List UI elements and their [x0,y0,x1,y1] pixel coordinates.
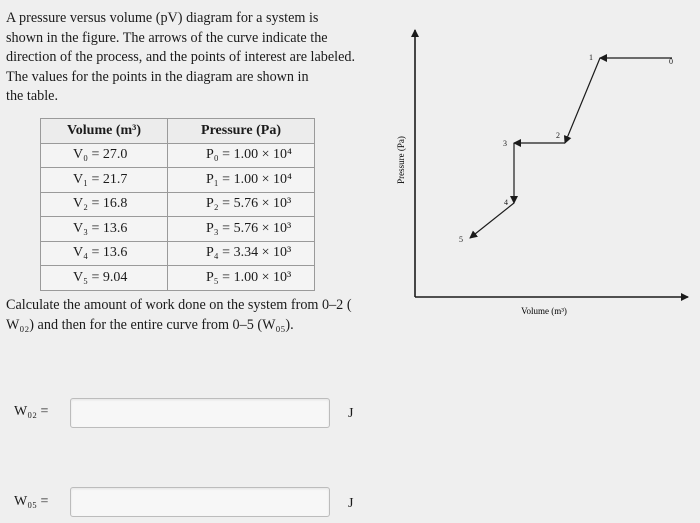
table-row [41,266,315,291]
problem-line: A pressure versus volume (pV) diagram for a system is [6,10,319,26]
point-label-4: 4 [504,198,508,207]
table-row [41,217,315,242]
question-text [6,296,386,335]
point-label-1: 1 [589,53,593,62]
pv-diagram [388,20,694,320]
table-row [41,168,315,193]
answer-label-w05: W₀₅ = [14,494,49,509]
point-label-3: 3 [503,139,507,148]
table-row [41,241,315,266]
volume-cell: V₃ = 13.6 [41,217,168,242]
pressure-cell: P₅ = 1.00 × 10³ [168,266,315,291]
table-row [41,143,315,168]
pressure-cell: P₂ = 5.76 × 10³ [168,192,315,217]
pressure-cell: P₃ = 5.76 × 10³ [168,217,315,242]
volume-cell: V₀ = 27.0 [41,143,168,168]
table-header-row [41,119,315,144]
pressure-cell: P₁ = 1.00 × 10⁴ [168,168,315,193]
point-label-5: 5 [459,235,463,244]
volume-cell: V₁ = 21.7 [41,168,168,193]
answer-input-w02[interactable] [70,398,330,428]
segment-4-5 [470,203,514,238]
y-axis-label: Pressure (Pa) [396,136,406,184]
segment-1-2 [565,58,600,143]
volume-cell: V₄ = 13.6 [41,241,168,266]
x-axis-label: Volume (m³) [521,306,567,316]
pressure-cell: P₄ = 3.34 × 10³ [168,241,315,266]
pv-values-table [40,118,315,291]
problem-line: shown in the figure. The arrows of the curve indicate the [6,29,328,46]
point-label-0: 0 [669,57,673,66]
unit-label-w05: J [348,496,354,511]
problem-line: the table. [6,88,58,104]
table-row [41,192,315,217]
column-header-volume: Volume (m³) [41,119,168,144]
problem-line: The values for the points in the diagram are shown in [6,68,309,85]
volume-cell: V₂ = 16.8 [41,192,168,217]
answer-input-w05[interactable] [70,487,330,517]
question-line: W₀₂) and then for the entire curve from 0–5 (W₀₅). [6,316,294,333]
volume-cell: V₅ = 9.04 [41,266,168,291]
answer-label-w02: W₀₂ = [14,404,49,419]
problem-line: direction of the process, and the points of interest are labeled. [6,49,356,65]
column-header-pressure: Pressure (Pa) [168,119,315,144]
problem-statement [6,9,376,107]
point-label-2: 2 [556,131,560,140]
unit-label-w02: J [348,406,354,421]
question-line: Calculate the amount of work done on the system from 0–2 ( [6,297,352,313]
pressure-cell: P₀ = 1.00 × 10⁴ [168,143,315,168]
